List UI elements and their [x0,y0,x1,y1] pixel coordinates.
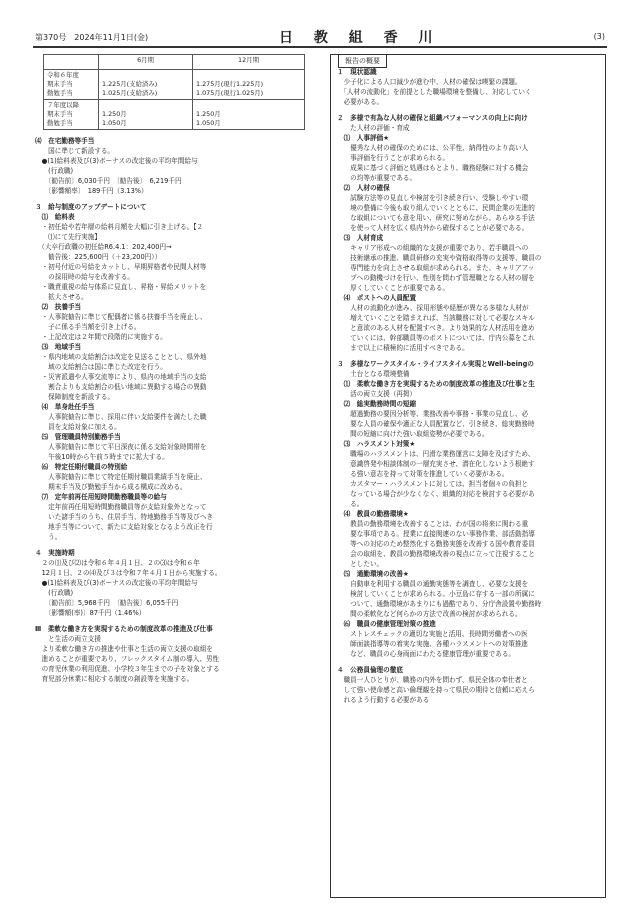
text-line: ・上記改定は２年間で段階的に実施する。 [35,333,167,341]
text-line: 午後10時から午前５時までに拡大する。 [35,453,169,461]
page-number: (3) [593,32,605,41]
text-line: 土台となる環境整備 [337,370,410,378]
text-line: ていくには、幹部職員等のポストについては、庁内公募をこれ [337,334,535,342]
text-line: 間の柔軟化など何らかの方法で改善の検討が求められる。 [337,610,522,618]
text-line: ３ 多様なワークスタイル・ライフスタイル実現とWell-beingの [337,360,534,368]
text-line: としたい。 [337,560,384,568]
text-line: 技術継承の推進、職員研修の充実や資格取得等の支援等、職員の [337,254,542,262]
text-line: ・災害派遣や人事交流等により、県内の地域手当の支給 [35,373,207,381]
text-line: 職員一人ひとりが、職務の内外を問わず、県民全体の奉仕者と [337,676,528,684]
text-line: 優秀な人材の確保のためには、公平性、納得性のより高い人 [337,144,529,152]
text-line: 検討していくことが求められる。小豆島に存する一部の所属に [337,590,535,598]
table-cell: 令和６年度 期末手当 勤勉手当 [44,70,99,100]
text-line: なっている場合が少なくなく、組織的対応を検討する必要があ [337,490,535,498]
text-line: ついて、通勤環境があまりにも過酷であり、分庁舎設置や勤務時 [337,600,542,608]
text-line: 人事院勧告に準じて特定任期付職員業績手当を廃止、 [35,473,207,481]
table-cell: 1.275月(現行1.225月) 1.075月(現行1.025月) [193,70,305,100]
table-row [44,100,305,130]
text-line: ３ 給与制度のアップデートについて [35,203,147,211]
text-line: の均等が重要である。 [337,174,417,182]
text-line: の育児休業の利用促進、小学校３年生までの子を対象とする [35,665,220,673]
text-line: ⑷ 教員の勤務環境★ [337,510,409,518]
text-line: ⑴ 給料表 [35,213,75,221]
text-line: 厚くしていくことが重要である。 [337,284,450,292]
text-line: ⑶ ハラスメント対策★ [337,440,416,448]
bonus-table [43,54,305,130]
text-line: キャリア形成への組織的な支援が重要であり、若手職員への [337,244,529,252]
text-line: ４ 公務員倫理の徹底 [337,666,403,674]
text-line: ２ 多様で有為な人材の確保と組織パフォーマンスの向上に向け [337,114,528,122]
text-line: 成果に基づく評価と処遇はもとより、職務経験に対する機会 [337,164,529,172]
text-line: た人材の評価・育成 [337,124,410,132]
page-header [33,26,607,48]
text-line: 人事院勧告に準じ、採用に伴い支給要件を満たした職 [35,413,207,421]
issue-date: 第370号 2024年11月1日(金) [35,33,149,42]
text-line: ●(1)給料表及び(3)ボーナスの改定後の平均年間給与 [35,157,198,165]
text-line: 「人材の流動化」を前提とした職場環境を整備し、対応していく [337,88,532,96]
text-line: 拡大させる。 [35,293,88,301]
text-line: 期末手当及び勤勉手当から成る構成に改める。 [35,483,187,491]
text-line: 子に係る手当額を引き上げる。 [35,323,141,331]
table-header-row [44,55,305,70]
table-cell: 1.250月 1.050月 [99,100,193,130]
text-line: ⑸ 管理職員特別勤務手当 [35,433,121,441]
text-line: ⑷ 単身赴任手当 [35,403,95,411]
text-line: ⑷ ポストへの人員配置 [337,294,417,302]
text-line: 自動車を利用する職員の通勤実態等を調査し、必要な支援を [337,580,529,588]
text-line: して強い使命感と高い倫理観を持って県民の期待と信頼に応えら [337,686,535,694]
text-line: ４ 実施時期 [35,549,75,557]
text-line: より柔軟な働き方の推進や仕事と生活の両立支援の取組を [35,645,214,653]
table-header-cell: 6月期 [99,55,193,70]
right-body-text [337,67,599,705]
text-line: 割合よりも支給割合の低い地域に異動する場合の異動 [35,383,207,391]
text-line: 保障制度を新設する。 [35,393,115,401]
text-line: 超過勤務の要因分析等、業務改善や事務・事業の見直し、必 [337,410,529,418]
text-line: ⑵ 扶養手当 [35,303,82,311]
text-line: 進めることが重要であり、フレックスタイム制の導入、男性 [35,655,220,663]
table-cell: ７年度以降 期末手当 勤勉手当 [44,100,99,130]
text-line: 〔影響額率〕 189千円（3.13%） [35,187,148,195]
text-line: る強い意志を持って対策を推進していく必要がある。 [337,470,509,478]
text-line: ・県内地域の支給割合は改定を見送ることとし、県外地 [35,353,207,361]
text-line: ⑸ 通勤環境の改善★ [337,570,409,578]
text-line: ⑹ 特定任期付職員の特別給 [35,463,128,471]
text-line: 事評価を行うことが求められる。 [337,154,450,162]
text-line: ●(1)給料表及び(3)ボーナスの改定後の平均年間給与 [35,579,198,587]
text-line: まで以上に積極的に活用すべきである。 [337,344,469,352]
text-line: 境の整備に今後も取り組んでいくとともに、民間企業の先進的 [337,204,535,212]
text-line: 〔勧告前〕6,030千円 〔勧告後〕 6,219千円 [35,177,182,185]
text-line: の採用時の給与を改善する。 [35,273,134,281]
text-line: など、職員の心身両面にわたる健康管理が重要である。 [337,650,516,658]
text-line: 等への対応のため整然化する勤務実態を改善する国や教育委員 [337,540,535,548]
text-line: 人事院勧告に準じて平日深夜に係る支給対象時間帯を [35,443,207,451]
text-line: 育児部分休業に相応する制度の創設等を実施する。 [35,675,194,683]
text-line: ⑴ 柔軟な働き方を実現するための制度改革の推進及び仕事と生 [337,380,535,388]
text-line: 域の支給割合は国に準じた改定を行う。 [35,363,167,371]
text-line: １ 現状認識 [337,68,377,76]
report-summary-heading: 報告の概要 [338,54,387,68]
text-line: プへの動機づけを行い、性別を問わず管理職となる人材の層を [337,274,535,282]
text-line: 〔影響額(率)〕87千円（1.46%） [35,609,146,617]
text-line: 勧告後：225,600円（＋23,200円）） [35,253,162,261]
text-line: 地手当等について、新たに支給対象となるよう改正を行 [35,523,213,531]
table-row [44,70,305,100]
text-line: ストレスチェックの適切な実施と活用、長時間労働者への医 [337,630,528,638]
text-line: カスタマー・ハラスメントに対しては、担当者個々の負担と [337,480,529,488]
text-line: な取組についても意を用い、研究に努めながら、あらゆる手法 [337,214,535,222]
text-line: （大卒行政職の初任給R6.4.1：202,400円→ [35,243,172,251]
text-line: ⑴ 人事評価★ [337,134,390,142]
text-line: (行政職) [35,589,74,597]
text-line: と生活の両立支援 [35,635,101,643]
text-line: ・初号付近の号給をカットし、早期昇格者や民間人材等 [35,263,207,271]
text-line: 12月１日、２の⑷及び３は令和７年４月１日から実施する。 [35,569,222,577]
text-line: を使って人材を広く県内外から確保することが必要である。 [337,224,529,232]
table-cell: 1.250月 1.050月 [193,100,305,130]
newspaper-title: 日 教 組 香 川 [279,30,441,46]
text-line: う。 [35,533,62,541]
text-line: ⑺ 定年前再任用短時間勤務職員等の給与 [35,493,167,501]
text-line: 人材の流動化が進み、採用形態や経歴が異なる多様な人材が [337,304,529,312]
text-line: ・初任給や若年層の給料月額を大幅に引き上げる。【２ [35,223,204,231]
table-header-cell [44,55,99,70]
text-line: 師面談指導等の着実な実施、各種ハラスメントへの対策推進 [337,640,529,648]
text-line: 少子化による人口減少が進む中、人材の確保は喫緊の課題。 [337,78,522,86]
text-line: ⑴にて先行実施】 [35,233,101,241]
text-line: 教員の勤務環境を改善することは、わが国の将来に関わる重 [337,520,529,528]
text-line: ・職責重視の給与体系に見直し、昇格・昇給メリットを [35,283,207,291]
text-line: 職場のハラスメントは、円滑な業務運営に支障を及ぼすため、 [337,450,535,458]
text-line: 増えていくことを踏まえれば、当該職務に対して必要なスキル [337,314,535,322]
text-line: (行政職) [35,167,74,175]
text-line: れるよう行動する必要がある [337,696,430,704]
text-line: 活の両立支援（再掲） [337,390,417,398]
text-line: ⑶ 人材育成 [337,234,384,242]
left-body-text [35,136,323,684]
text-line: 必要がある。 [337,98,384,106]
text-line: 要な事項である。授業に直接関連のない事務作業、部活動指導 [337,530,535,538]
left-column [35,54,323,684]
text-line: 国に準じて新設する。 [35,147,115,155]
text-line: ⑷ 在宅勤務等手当 [35,137,95,145]
text-line: ・人事院勧告に準じて配偶者に係る扶養手当を廃止し、 [35,313,207,321]
text-line: る。 [337,500,364,508]
text-line: 意識啓発や相談体制の一層充実させ、潜在化しないよう根絶す [337,460,535,468]
text-line: 専門能力を向上させる取組が求められる。また、キャリアアッ [337,264,535,272]
text-line: 試験方法等の見直しや検討を引き続き行い、受験しやすい環 [337,194,529,202]
right-column-frame [330,54,606,898]
text-line: いた諸手当のうち、住居手当、特地勤務手当等及びへき [35,513,214,521]
text-line: ２の⑴及び⑵は令和６年４月１日、２の⑶は令和６年 [35,559,200,567]
text-line: ⑹ 職員の健康管理対策の推進 [337,620,436,628]
text-line: ⑵ 総実勤務時間の短縮 [337,400,417,408]
text-line: Ⅲ 柔軟な働き方を実現するための制度改革の推進及び仕事 [35,625,213,633]
text-line: 要な人員の確保や適正な人員配置など、引き続き、総実勤務時 [337,420,535,428]
text-line: ⑵ 人材の確保 [337,184,390,192]
text-line: 定年前再任用短時間勤務職員等が支給対象外となって [35,503,207,511]
text-line: 会の取組を、教員の勤務環境改善の視点に立って注視すること [337,550,535,558]
table-cell: 1.225月(支給済み) 1.025月(支給済み) [99,70,193,100]
text-line: ⑶ 地域手当 [35,343,82,351]
text-line: と意欲のある人材を配置すべき。より効果的な人材活用を進め [337,324,535,332]
text-line: 間の短縮に向けた強い取組姿勢が必要である。 [337,430,489,438]
table-header-cell: 12月期 [193,55,305,70]
text-line: 員を支給対象に加える。 [35,423,121,431]
text-line: 〔勧告前〕5,968千円 〔勧告後〕6,055千円 [35,599,179,607]
